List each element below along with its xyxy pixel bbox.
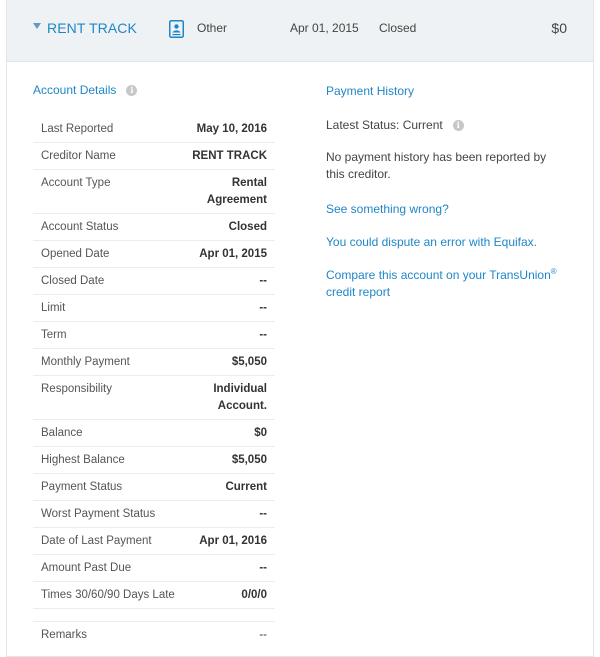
- dispute-link[interactable]: You could dispute an error with Equifax.: [326, 235, 538, 249]
- account-balance: $0: [551, 20, 567, 36]
- detail-label: Opened Date: [41, 248, 110, 260]
- detail-label: Balance: [41, 427, 83, 439]
- detail-label: Creditor Name: [41, 150, 116, 162]
- account-details-heading: [33, 83, 137, 97]
- remarks-label: Remarks: [41, 629, 88, 641]
- detail-row: [33, 447, 275, 474]
- detail-label: Account Status: [41, 221, 119, 233]
- remarks-row: [33, 622, 275, 648]
- detail-value: Closed: [228, 221, 267, 233]
- detail-label: Highest Balance: [41, 454, 125, 466]
- detail-label: Worst Payment Status: [41, 508, 156, 520]
- account-card-icon: [169, 20, 184, 38]
- detail-value: 0/0/0: [241, 589, 267, 601]
- detail-label: Date of Last Payment: [41, 535, 152, 547]
- detail-label: Last Reported: [41, 123, 114, 135]
- detail-row: [33, 322, 275, 349]
- detail-value: $0: [254, 427, 267, 439]
- latest-status-text: Latest Status: Current: [326, 118, 443, 132]
- detail-value: --: [259, 508, 267, 520]
- expand-toggle[interactable]: [33, 20, 137, 36]
- detail-row: [33, 349, 275, 376]
- info-icon[interactable]: i: [453, 120, 464, 131]
- detail-row: [33, 241, 275, 268]
- detail-label: Monthly Payment: [41, 356, 130, 368]
- detail-value: --: [259, 275, 267, 287]
- payment-history-panel: [326, 83, 566, 299]
- detail-value: --: [259, 562, 267, 574]
- detail-row: [33, 295, 275, 322]
- detail-label: Responsibility: [41, 383, 112, 395]
- detail-row: [33, 528, 275, 555]
- remarks-value: --: [259, 629, 267, 641]
- account-card: [6, 0, 594, 657]
- detail-row: [33, 214, 275, 241]
- account-header[interactable]: [7, 0, 593, 62]
- detail-value: Apr 01, 2016: [199, 535, 267, 547]
- payment-history-message: No payment history has been reported by this creditor.: [326, 150, 547, 181]
- detail-value: Individual Account.: [213, 383, 267, 412]
- detail-label: Limit: [41, 302, 66, 314]
- detail-row: [33, 501, 275, 528]
- detail-row: [33, 143, 275, 170]
- detail-label: Account Type: [41, 177, 111, 189]
- detail-value: --: [259, 329, 267, 341]
- see-something-wrong-link[interactable]: See something wrong?: [326, 202, 449, 216]
- detail-value: $5,050: [231, 356, 267, 368]
- detail-row: [33, 555, 275, 582]
- detail-label: Term: [41, 329, 67, 341]
- latest-status: [326, 117, 464, 134]
- detail-label: Closed Date: [41, 275, 105, 287]
- detail-row: [33, 170, 275, 214]
- detail-value: May 10, 2016: [196, 123, 267, 135]
- detail-label: Times 30/60/90 Days Late: [41, 589, 175, 601]
- detail-value: Rental Agreement: [206, 177, 267, 206]
- compare-transunion-link[interactable]: Compare this account on your TransUnion® credit report: [326, 267, 557, 299]
- detail-row: [33, 582, 275, 609]
- account-status: Closed: [379, 21, 417, 35]
- detail-row: [33, 116, 275, 143]
- detail-value: RENT TRACK: [192, 150, 267, 162]
- creditor-name[interactable]: RENT TRACK: [47, 20, 137, 36]
- payment-history-title: Payment History: [326, 84, 415, 98]
- detail-row: [33, 268, 275, 295]
- detail-value: Apr 01, 2015: [199, 248, 267, 260]
- detail-spacer: [33, 609, 275, 622]
- opened-date: Apr 01, 2015: [290, 21, 359, 35]
- detail-row: [33, 420, 275, 447]
- caret-down-icon: [33, 23, 41, 29]
- info-icon[interactable]: i: [126, 85, 137, 96]
- detail-value: --: [259, 302, 267, 314]
- detail-label: Amount Past Due: [41, 562, 132, 574]
- account-details-title: Account Details: [33, 83, 117, 97]
- detail-row: [33, 376, 275, 420]
- account-details-table: [33, 116, 275, 648]
- detail-row: [33, 474, 275, 501]
- detail-value: Current: [225, 481, 267, 493]
- detail-label: Payment Status: [41, 481, 123, 493]
- detail-value: $5,050: [231, 454, 267, 466]
- account-type: Other: [197, 21, 228, 35]
